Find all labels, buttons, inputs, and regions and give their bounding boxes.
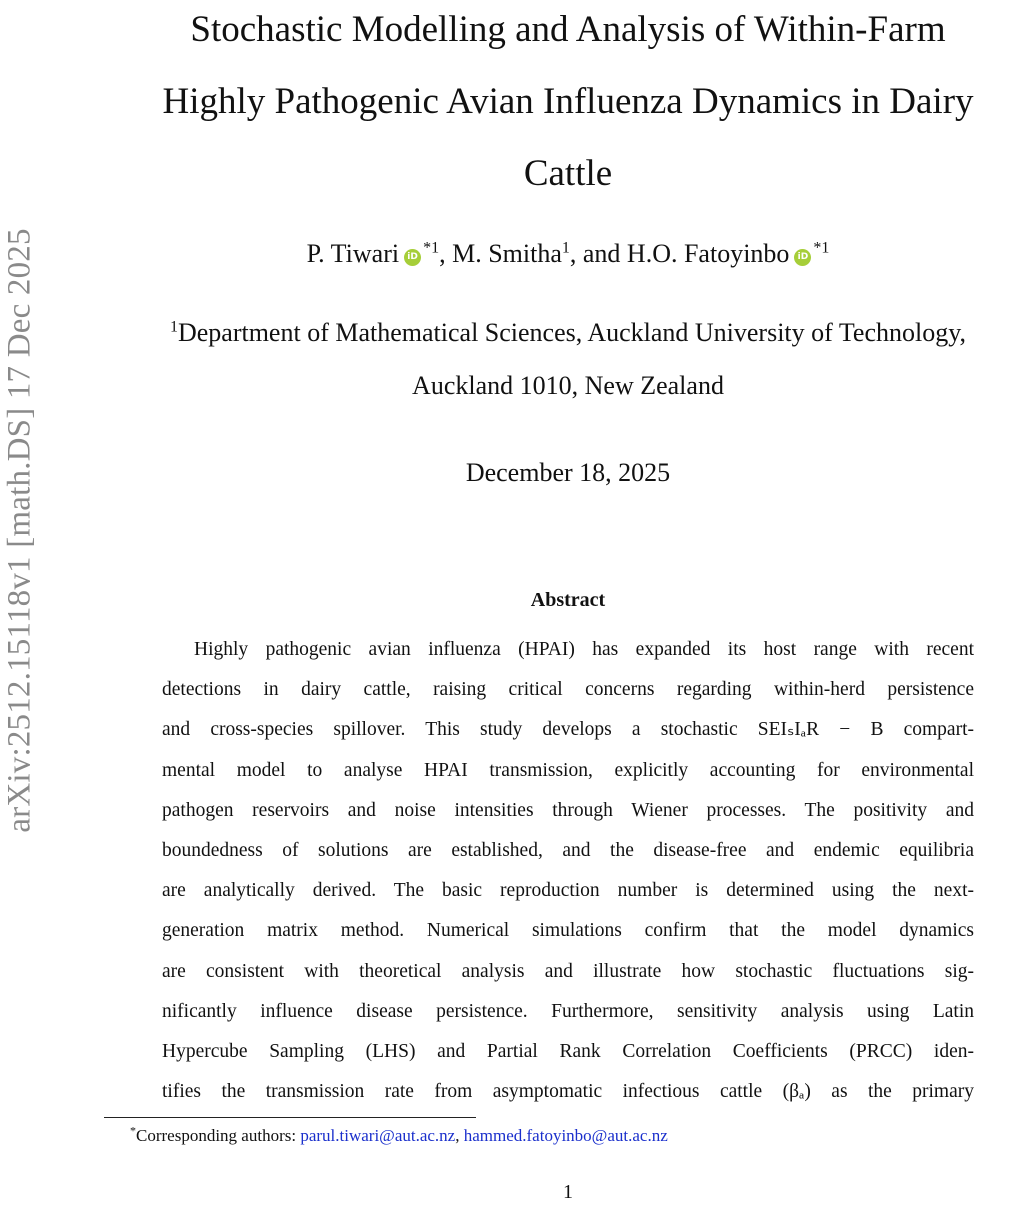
abstract-line: Hypercube Sampling (LHS) and Partial Rank Correlation Coefficients (PRCC) iden-	[162, 1040, 974, 1062]
footnote-rule	[104, 1117, 476, 1118]
affiliation	[100, 306, 1026, 412]
abstract-heading: Abstract	[530, 589, 606, 611]
abstract-line: are consistent with theoretical analysis and illustrate how stochastic fluctuations sig-	[162, 960, 974, 982]
title-line: Stochastic Modelling and Analysis of Within-Farm	[190, 9, 946, 50]
author-name: P. Tiwari	[306, 239, 400, 268]
abstract-line: pathogen reservoirs and noise intensities through Wiener processes. The positivity and	[162, 799, 974, 821]
abstract-line: mental model to analyse HPAI transmission, explicitly accounting for environmental	[162, 759, 974, 781]
author-separator: , and	[569, 239, 621, 268]
author-name: H.O. Fatoyinbo	[626, 239, 790, 268]
email-link[interactable]: hammed.fatoyinbo@aut.ac.nz	[463, 1126, 668, 1145]
abstract-line: nificantly influence disease persistence. Furthermore, sensitivity analysis using Latin	[162, 1000, 974, 1022]
author-list	[100, 236, 1026, 272]
orcid-icon[interactable]: iD	[404, 249, 421, 266]
orcid-icon[interactable]: iD	[794, 249, 811, 266]
affiliation-line: Auckland 1010, New Zealand	[412, 371, 724, 400]
title-line: Cattle	[523, 153, 613, 194]
footnote-mark: *	[130, 1123, 136, 1138]
abstract-line: Highly pathogenic avian influenza (HPAI) has expanded its host range with recent	[194, 639, 974, 660]
abstract-line: detections in dairy cattle, raising critical concerns regarding within-herd persistence	[162, 679, 974, 701]
abstract-line: and cross-species spillover. This study develops a stochastic SEIₛIₐR − B compart-	[162, 719, 974, 741]
abstract-line: tifies the transmission rate from asymptomatic infectious cattle (βₐ) as the primary	[162, 1081, 974, 1103]
abstract-line: generation matrix method. Numerical simulations confirm that the model dynamics	[162, 920, 974, 942]
author-marks: *1	[813, 239, 830, 257]
page-number: 1	[563, 1181, 573, 1203]
footnote-separator: ,	[455, 1126, 464, 1145]
author-marks: *1	[423, 239, 440, 257]
publication-date: December 18, 2025	[465, 458, 671, 487]
abstract-body	[162, 630, 974, 1112]
affiliation-line: $^1$Department of Mathematical Sciences, Auckland University of Technology,	[169, 318, 967, 347]
arxiv-identifier: arXiv:2512.15118v1 [math.DS] 17 Dec 2025	[1, 227, 38, 833]
email-link[interactable]: parul.tiwari@aut.ac.nz	[300, 1126, 456, 1145]
author-separator: ,	[439, 239, 446, 268]
footnote-label: Corresponding authors:	[136, 1126, 301, 1145]
title-line: Highly Pathogenic Avian Influenza Dynamics in Dairy	[162, 81, 974, 122]
abstract-line: boundedness of solutions are established, and the disease-free and endemic equilibria	[162, 839, 974, 861]
arxiv-stamp	[0, 160, 40, 900]
author-marks: 1	[561, 239, 570, 257]
paper-title	[100, 0, 1026, 210]
affiliation-mark: 1	[169, 318, 178, 336]
abstract-line: are analytically derived. The basic reproduction number is determined using the next-	[162, 880, 974, 902]
footnote	[130, 1124, 668, 1148]
author-name: M. Smitha	[452, 239, 562, 268]
